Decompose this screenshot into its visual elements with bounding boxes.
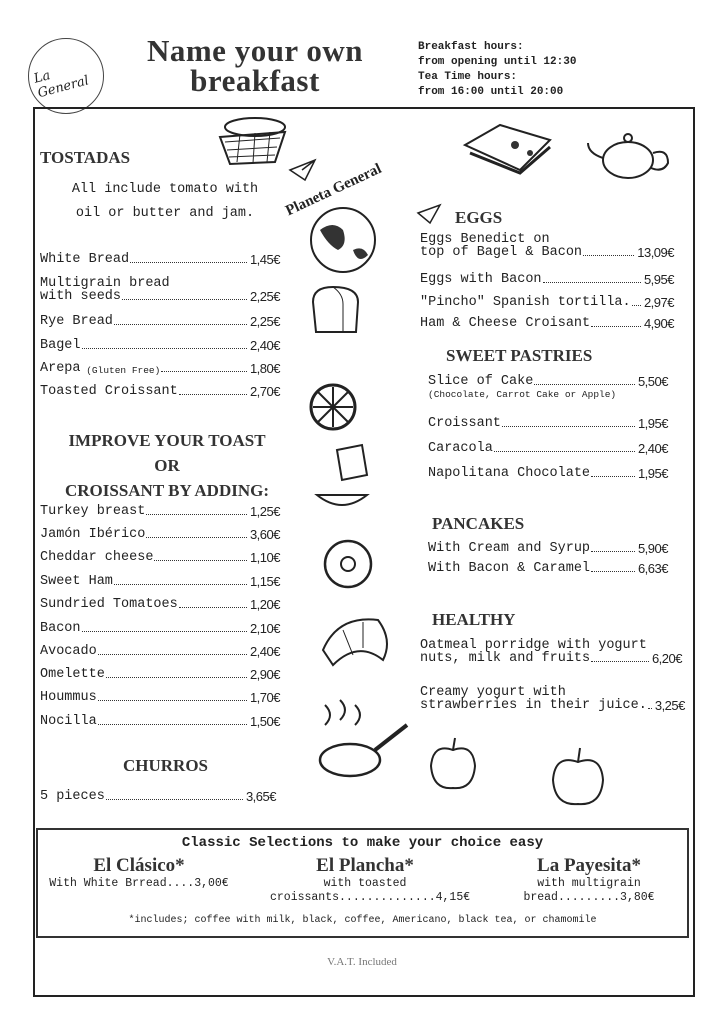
item-price: 3,25€ <box>654 698 685 713</box>
item-name-line: Multigrain bread <box>40 276 170 291</box>
dot-leader <box>106 799 243 800</box>
apple-icon <box>550 748 606 808</box>
pastries-menu-item <box>428 466 668 481</box>
item-price: 6,20€ <box>651 651 682 666</box>
item-price: 5,50€ <box>637 374 668 389</box>
item-name: Omelette <box>40 667 105 682</box>
dot-leader <box>632 305 641 306</box>
item-name: Rye Bread <box>40 314 113 329</box>
item-name-line: Oatmeal porridge with yogurt <box>420 638 647 653</box>
healthy-menu-item <box>420 638 682 666</box>
pastries-heading: SWEET PASTRIES <box>446 346 593 365</box>
item-name: Cheddar cheese <box>40 550 154 565</box>
classic-selections-box <box>36 828 689 938</box>
orange-slice-icon <box>308 382 358 432</box>
eggs-menu-item <box>420 232 674 260</box>
improve-menu-item <box>40 644 280 659</box>
dot-leader <box>114 324 247 325</box>
dot-leader <box>502 426 635 427</box>
item-price: 1,95€ <box>637 466 668 481</box>
dot-leader <box>591 326 641 327</box>
item-name: top of Bagel & Bacon <box>420 245 583 260</box>
item-price: 1,80€ <box>249 361 280 376</box>
dot-leader <box>648 708 652 709</box>
cheese-toast-icon <box>460 115 555 175</box>
apple-icon <box>428 738 478 793</box>
improve-menu-item <box>40 690 280 705</box>
pastries-menu-item <box>428 441 668 456</box>
item-price: 2,70€ <box>249 384 280 399</box>
dot-leader <box>591 551 635 552</box>
dot-leader <box>98 654 247 655</box>
dot-leader <box>154 560 247 561</box>
dot-leader <box>82 348 247 349</box>
item-name: Arepa <box>40 361 81 376</box>
item-price: 1,50€ <box>249 714 280 729</box>
item-name: "Pincho" Spanish tortilla. <box>420 295 631 310</box>
dot-leader <box>161 371 247 372</box>
item-name-line: Creamy yogurt with <box>420 685 566 700</box>
opening-hours: Breakfast hours: from opening until 12:30 Tea Time hours: from 16:00 until 20:00 <box>418 41 577 98</box>
item-price: 2,25€ <box>249 289 280 304</box>
paper-plane-icon <box>290 160 315 180</box>
dot-leader <box>591 661 649 662</box>
item-name: strawberries in their juice. <box>420 698 647 713</box>
item-price: 1,10€ <box>249 550 280 565</box>
item-price: 4,90€ <box>643 316 674 331</box>
bread-basket-icon <box>215 112 295 167</box>
item-name: With Bacon & Caramel <box>428 561 591 576</box>
paper-plane-icon <box>418 205 440 223</box>
dot-leader <box>146 514 247 515</box>
item-name: Napolitana Chocolate <box>428 466 591 481</box>
item-price: 1,70€ <box>249 690 280 705</box>
healthy-heading: HEALTHY <box>432 610 516 629</box>
tostadas-menu-item <box>40 314 280 329</box>
item-price: 2,10€ <box>249 621 280 636</box>
item-price: 5,90€ <box>637 541 668 556</box>
item-name: With Cream and Syrup <box>428 541 591 556</box>
item-name-line: Eggs Benedict on <box>420 232 550 247</box>
item-name: Hoummus <box>40 690 97 705</box>
item-price: 1,20€ <box>249 597 280 612</box>
item-price: 2,25€ <box>249 314 280 329</box>
improve-menu-item <box>40 667 280 682</box>
dot-leader <box>146 537 247 538</box>
tostadas-menu-item <box>40 338 280 353</box>
item-name: Avocado <box>40 644 97 659</box>
item-name: 5 pieces <box>40 789 105 804</box>
page-title: Name your own breakfast <box>146 33 364 98</box>
dot-leader <box>98 724 247 725</box>
logo: La General <box>28 38 104 114</box>
item-name: Ham & Cheese Croisant <box>420 316 591 331</box>
improve-heading: IMPROVE YOUR TOAST OR CROISSANT BY ADDING: <box>64 431 270 500</box>
item-price: 1,25€ <box>249 504 280 519</box>
item-price: 5,95€ <box>643 272 674 287</box>
item-name: Toasted Croissant <box>40 384 178 399</box>
pastries-menu-item <box>428 416 668 431</box>
item-price: 3,65€ <box>245 789 276 804</box>
pastries-menu-item <box>428 374 668 400</box>
item-name: Caracola <box>428 441 493 456</box>
improve-menu-item <box>40 504 280 519</box>
dot-leader <box>130 262 247 263</box>
includes-note: *includes; coffee with milk, black, coffee, Americano, black tea, or chamomile <box>128 915 597 926</box>
jug-bowl-icon <box>312 440 377 515</box>
item-name: Croissant <box>428 416 501 431</box>
healthy-menu-item <box>420 685 685 713</box>
item-price: 3,60€ <box>249 527 280 542</box>
tostadas-menu-item <box>40 276 280 304</box>
item-sub-label: (Gluten Free) <box>80 365 161 376</box>
pancakes-heading: PANCAKES <box>432 514 525 533</box>
item-name: Eggs with Bacon <box>420 272 542 287</box>
dot-leader <box>114 584 247 585</box>
item-name: Sundried Tomatoes <box>40 597 178 612</box>
item-price: 2,40€ <box>249 644 280 659</box>
item-name: with seeds <box>40 289 122 304</box>
item-price: 1,95€ <box>637 416 668 431</box>
classic-title: Classic Selections to make your choice easy <box>181 835 544 851</box>
tostadas-note: All include tomato with oil or butter and jam. <box>71 182 259 221</box>
item-name: Bagel <box>40 338 81 353</box>
teapot-icon <box>583 128 673 183</box>
eggs-menu-item <box>420 272 674 287</box>
improve-menu-item <box>40 714 280 729</box>
churros-heading: CHURROS <box>123 756 209 775</box>
dot-leader <box>122 299 247 300</box>
improve-menu-item <box>40 621 280 636</box>
item-name: White Bread <box>40 252 130 267</box>
item-note: (Chocolate, Carrot Cake or Apple) <box>428 389 617 400</box>
dot-leader <box>494 451 635 452</box>
pancakes-menu-item <box>428 541 668 556</box>
dot-leader <box>82 631 247 632</box>
eggs-menu-item <box>420 295 674 310</box>
combo-el-clasico: El Clásico* With White Brread....3,00€ <box>49 855 229 890</box>
dot-leader <box>591 571 635 572</box>
eggs-heading: EGGS <box>455 208 503 227</box>
frying-pan-icon <box>315 695 410 785</box>
item-name: Slice of Cake <box>428 374 534 389</box>
item-name: Turkey breast <box>40 504 146 519</box>
eggs-menu-item <box>420 316 674 331</box>
improve-menu-item <box>40 597 280 612</box>
tostadas-menu-item <box>40 384 280 399</box>
item-price: 1,45€ <box>249 252 280 267</box>
dot-leader <box>543 282 641 283</box>
vat-note: V.A.T. Included <box>327 956 397 968</box>
dot-leader <box>98 700 247 701</box>
dot-leader <box>583 255 634 256</box>
tostadas-heading: TOSTADAS <box>40 148 131 167</box>
tostadas-menu-item <box>40 252 280 267</box>
donut-icon <box>322 538 374 590</box>
item-price: 1,15€ <box>249 574 280 589</box>
churros-menu-item <box>40 789 276 804</box>
item-price: 2,90€ <box>249 667 280 682</box>
dot-leader <box>179 394 247 395</box>
item-name: Nocilla <box>40 714 97 729</box>
croissant-icon <box>318 610 393 670</box>
item-name: Jamón Ibérico <box>40 527 146 542</box>
improve-menu-item <box>40 574 280 589</box>
dot-leader <box>106 677 247 678</box>
item-name: Sweet Ham <box>40 574 113 589</box>
planet-label: Planeta General <box>283 160 385 220</box>
tostadas-menu-item <box>40 361 280 376</box>
item-price: 6,63€ <box>637 561 668 576</box>
combo-el-plancha: El Plancha* with toasted croissants..............4,15€ <box>270 855 471 904</box>
improve-menu-item <box>40 550 280 565</box>
pancakes-menu-item <box>428 561 668 576</box>
item-price: 13,09€ <box>637 245 674 260</box>
item-name: nuts, milk and fruits <box>420 651 591 666</box>
dot-leader <box>591 476 635 477</box>
item-price: 2,97€ <box>643 295 674 310</box>
dot-leader <box>534 384 635 385</box>
dot-leader <box>179 607 247 608</box>
bread-loaf-icon <box>308 282 363 337</box>
item-name: Bacon <box>40 621 81 636</box>
item-price: 2,40€ <box>637 441 668 456</box>
combo-la-payesita: La Payesita* with multigrain bread.........3,80€ <box>523 855 655 904</box>
globe-icon <box>308 205 378 275</box>
item-price: 2,40€ <box>249 338 280 353</box>
improve-menu-item <box>40 527 280 542</box>
